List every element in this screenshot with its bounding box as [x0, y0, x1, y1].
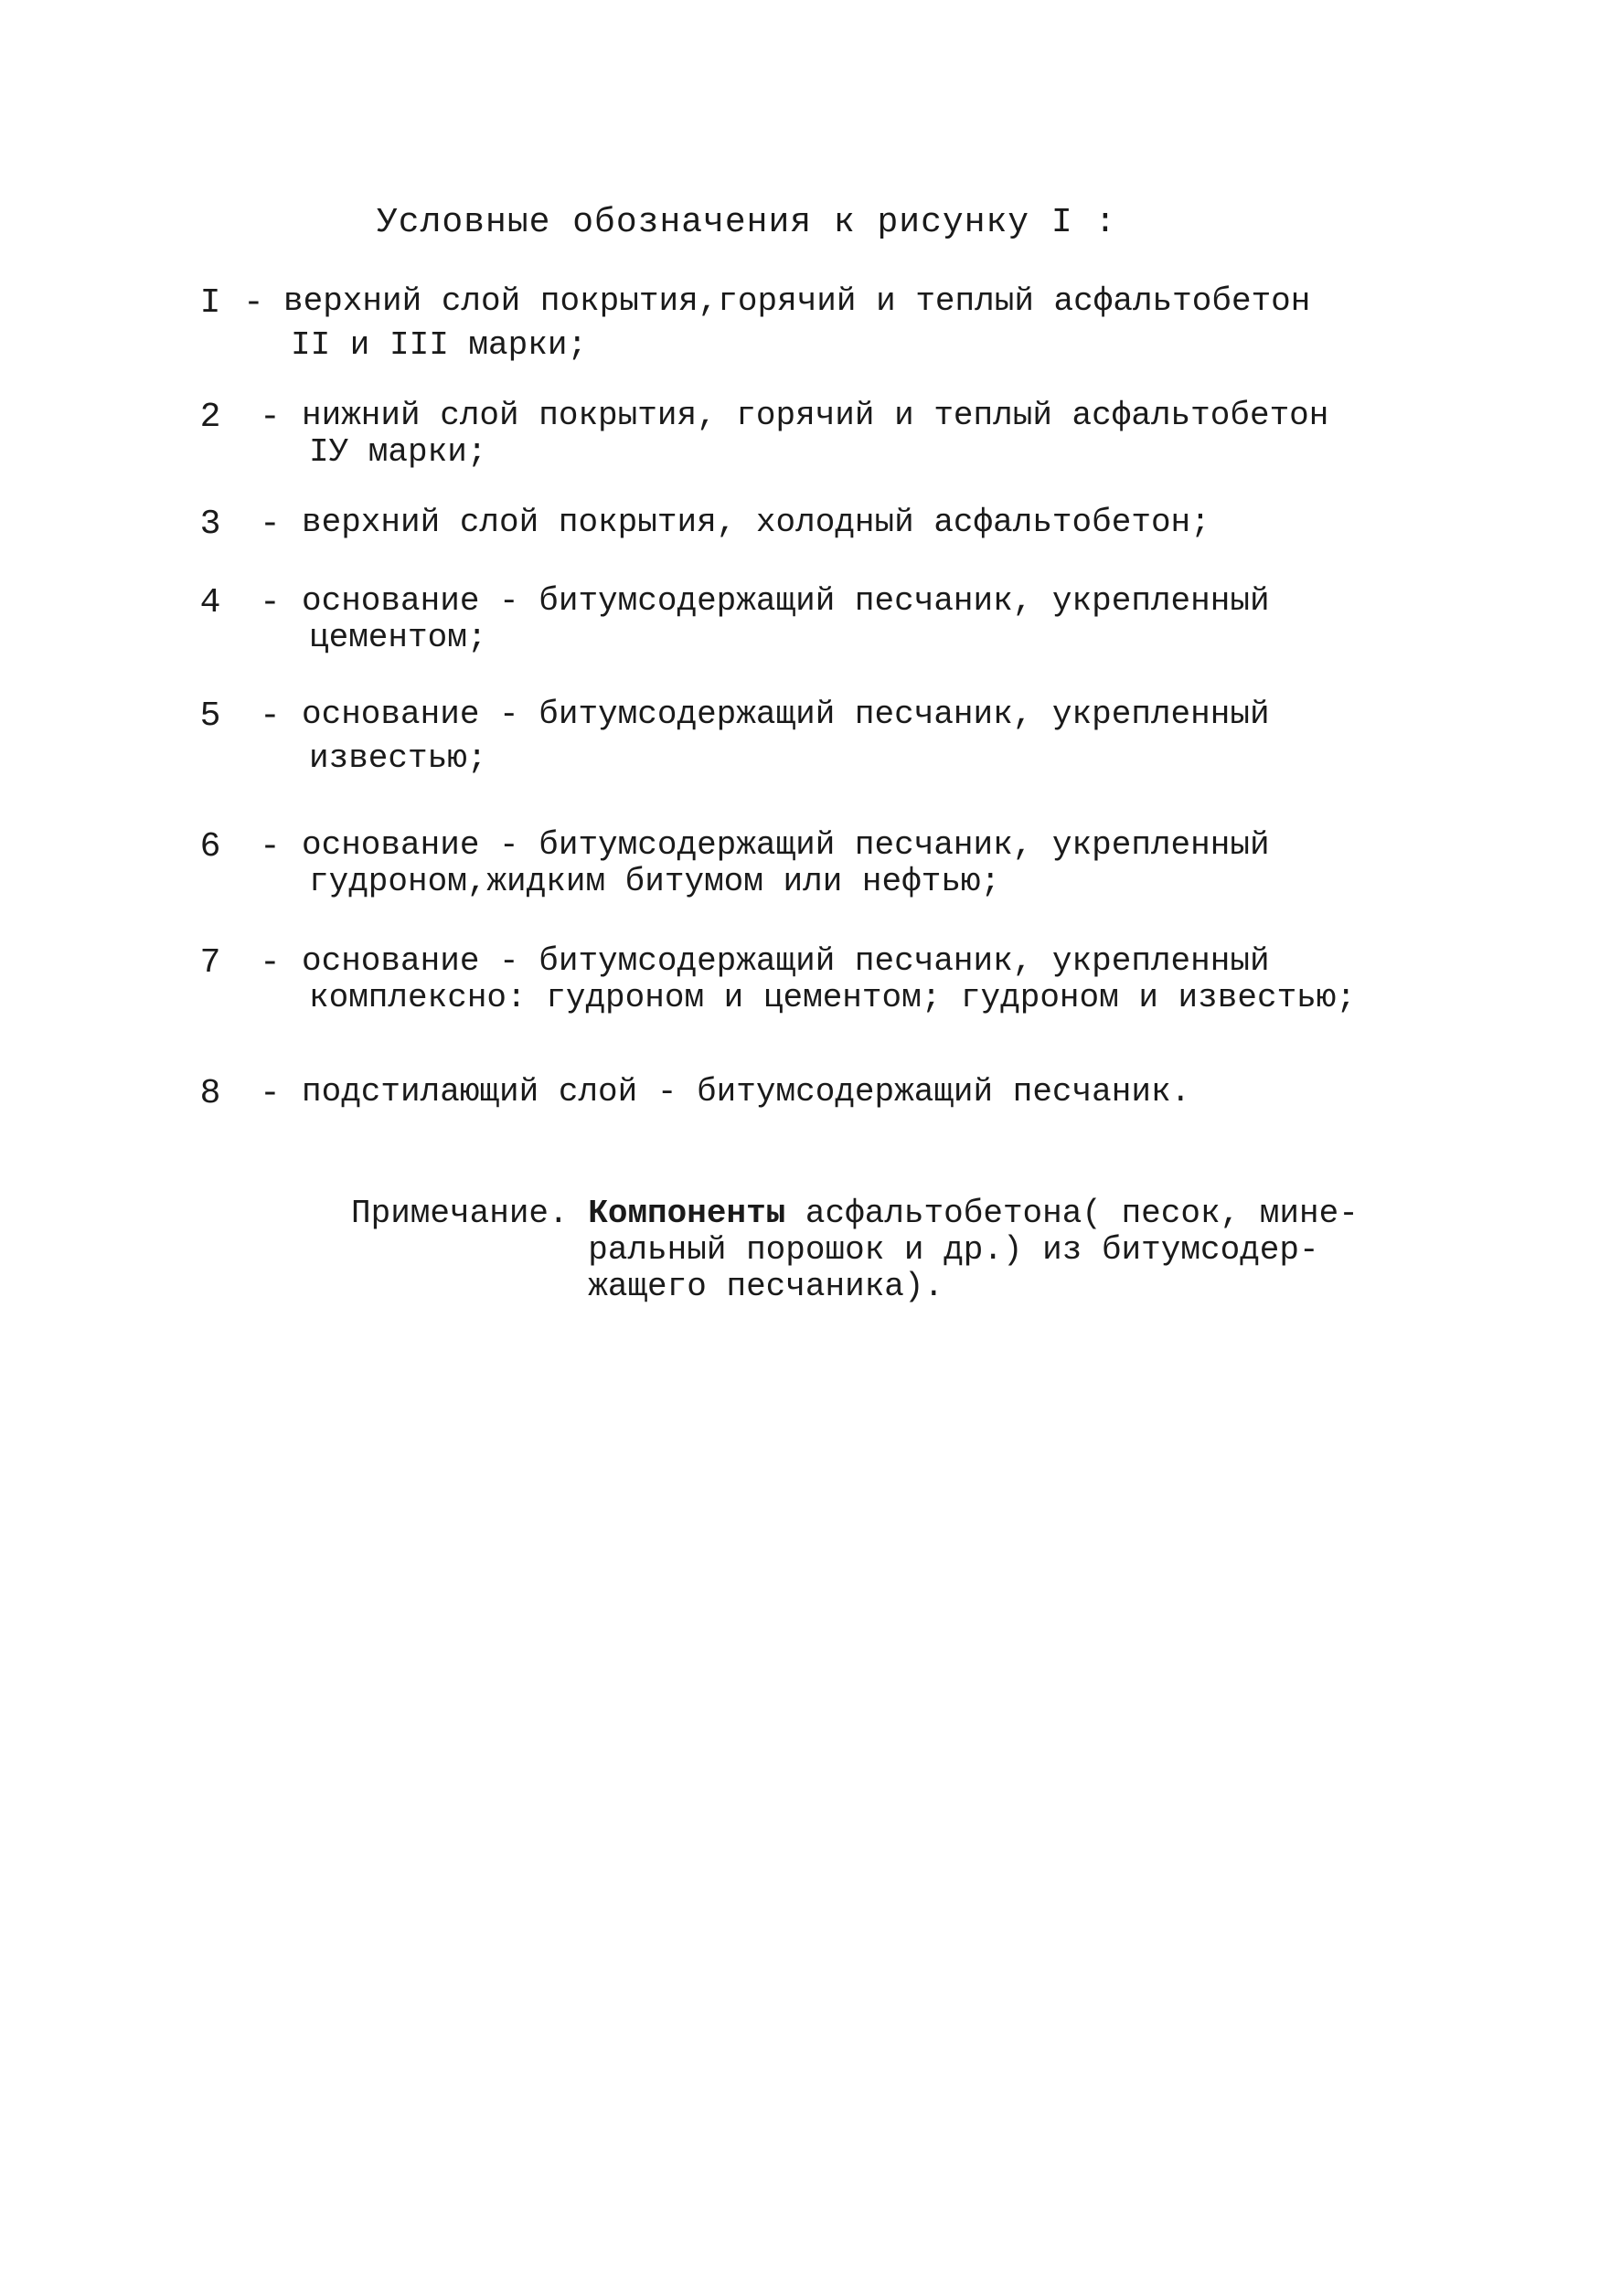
item-description — [283, 283, 1310, 364]
item-dash: - — [260, 696, 281, 736]
item-line-1: верхний слой покрытия, холодный асфальтобетон; — [302, 504, 1210, 541]
item-dash: - — [260, 583, 281, 622]
note-line-1-rest: асфальтобетона( песок, мине- — [805, 1195, 1359, 1232]
item-number: 4 — [199, 583, 221, 622]
item-dash: - — [243, 283, 264, 323]
item-line-2: II и III марки; — [291, 326, 588, 364]
item-line-2: известью; — [309, 739, 487, 777]
item-number: 2 — [199, 398, 221, 437]
item-description — [302, 583, 1270, 656]
item-line-1: основание - битумсодержащий песчаник, укрепленный — [302, 582, 1270, 620]
item-line-2: IУ марки; — [309, 433, 487, 471]
item-line-2: комплексно: гудроном и цементом; гудроном и известью; — [309, 979, 1356, 1016]
item-description — [302, 943, 1356, 1016]
item-dash: - — [260, 943, 281, 983]
item-line-1: основание - битумсодержащий песчаник, укрепленный — [302, 826, 1270, 864]
item-line-2: гудроном,жидким битумом или нефтью; — [309, 863, 1001, 900]
item-number: 5 — [199, 696, 221, 736]
footnote — [351, 1196, 1359, 1305]
item-description — [302, 827, 1270, 900]
note-line-3: жащего песчаника). — [588, 1268, 944, 1305]
item-line-1: нижний слой покрытия, горячий и теплый асфальтобетон — [302, 397, 1329, 434]
item-dash: - — [260, 398, 281, 437]
item-line-1: основание - битумсодержащий песчаник, укрепленный — [302, 696, 1270, 733]
note-body — [588, 1196, 1359, 1305]
note-line-2: ральный порошок и др.) из битумсодер- — [588, 1231, 1319, 1269]
item-description — [302, 398, 1328, 471]
item-description — [302, 696, 1270, 777]
item-dash: - — [260, 827, 281, 866]
item-dash: - — [260, 1074, 281, 1113]
item-line-1: верхний слой покрытия,горячий и теплый асфальтобетон — [283, 282, 1311, 320]
item-line-1: подстилающий слой - битумсодержащий песчаник. — [302, 1073, 1191, 1111]
item-line-2: цементом; — [309, 619, 487, 656]
note-label: Примечание. — [351, 1195, 569, 1232]
item-dash: - — [260, 505, 281, 544]
item-description — [302, 505, 1210, 541]
item-line-1: основание - битумсодержащий песчаник, укрепленный — [302, 942, 1270, 980]
note-bold-word: Компоненты — [588, 1195, 786, 1232]
item-number: 3 — [199, 505, 221, 544]
item-number: I — [199, 283, 221, 323]
item-description — [302, 1074, 1190, 1111]
item-number: 6 — [199, 827, 221, 866]
legend-title: Условные обозначения к рисунку I : — [377, 203, 1117, 242]
item-number: 8 — [199, 1074, 221, 1113]
note-line-1 — [588, 1196, 1359, 1232]
item-number: 7 — [199, 943, 221, 983]
